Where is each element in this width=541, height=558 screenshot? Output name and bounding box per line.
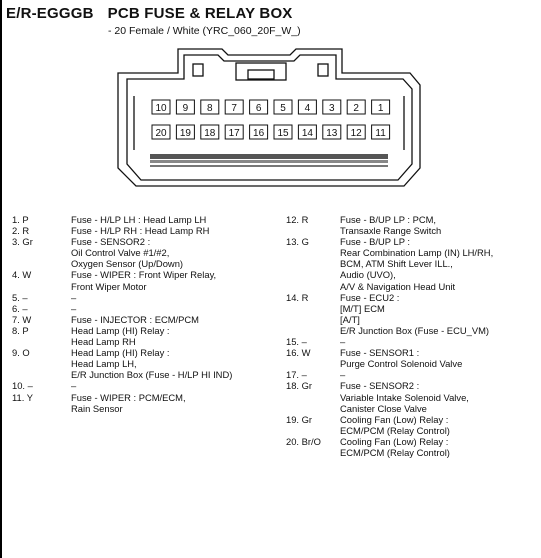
pin-description-line: Fuse - H/LP LH : Head Lamp LH [71,214,207,225]
pin-entry [286,369,538,380]
pin-entry [12,236,282,269]
pin-number: 1 [377,103,384,114]
pin-description-line: E/R Junction Box (Fuse - H/LP HI IND) [71,369,233,381]
pin-number: 13 [326,128,338,139]
pin-description-line: Fuse - WIPER : Front Wiper Relay, [71,269,217,281]
pin-description-line: Transaxle Range Switch [340,225,442,237]
pin-description-line: Rain Sensor [71,402,123,414]
pin-entry [286,292,538,336]
pin-description-line: ECM/PCM (Relay Control) [340,446,450,458]
connector-subtitle: - 20 Female / White (YRC_060_20F_W_) [108,25,301,37]
connector-drawing [0,0,541,200]
pin-number: 19 [179,128,191,139]
pin-number: 5 [280,103,286,114]
pin-description-line: Front Wiper Motor [71,280,147,292]
pin-label: 6. – [12,302,28,314]
pin-description-line: Canister Close Valve [340,402,427,414]
pin-description-line: Head Lamp (HI) Relay : [71,347,170,359]
pin-label: 12. R [286,214,309,225]
pin-label: 14. R [286,291,309,303]
pin-label: 19. Gr [286,413,313,425]
pin-number: 11 [375,128,386,139]
pin-description-line: Fuse - INJECTOR : ECM/PCM [71,313,199,325]
pin-label: 2. R [12,225,30,237]
pin-description-line: E/R Junction Box (Fuse - ECU_VM) [340,324,490,336]
pin-entry [286,436,538,458]
pin-description-line: Purge Control Solenoid Valve [340,358,463,370]
pin-label: 11. Y [12,391,34,403]
pin-entry [12,380,282,391]
pin-description-line: Fuse - ECU2 : [340,291,400,303]
pin-number: 4 [304,103,311,114]
connector-key-left [193,64,203,76]
pin-label: 1. P [12,214,29,225]
pin-entry [12,303,282,314]
connector-code: E/R-EGGGB [6,5,94,22]
pin-description-line: Oil Control Valve #1/#2, [71,247,170,259]
pin-number: 15 [277,128,289,139]
pin-number: 12 [350,128,362,139]
pin-number: 2 [353,103,359,114]
connector-latch [236,63,286,80]
pin-description-line: Cooling Fan (Low) Relay : [340,435,449,447]
pin-description-line: Fuse - WIPER : PCM/ECM, [71,391,186,403]
pin-label: 20. Br/O [286,435,321,447]
pin-description-line: ECM/PCM (Relay Control) [340,424,450,436]
pin-label: 3. Gr [12,236,33,248]
pin-description-line: Variable Intake Solenoid Valve, [340,391,469,403]
pin-label: 7. W [12,313,32,325]
connector-ribbing-2 [150,160,388,163]
connector-latch-inner [248,70,274,79]
pin-number: 3 [329,103,335,114]
pin-description-line: Head Lamp RH [71,336,136,348]
pin-list-left [12,214,282,414]
pin-description-line: BCM, ATM Shift Lever ILL., [340,258,453,270]
pin-number: 7 [231,103,237,114]
pin-label: 10. – [12,380,33,392]
pin-number: 20 [155,128,167,139]
pin-entry [286,214,538,236]
pin-number: 14 [301,128,313,139]
pin-label: 18. Gr [286,380,313,392]
pin-description-line: – [340,369,346,381]
pin-entry [286,236,538,291]
pin-label: 9. O [12,347,30,359]
pin-label: 4. W [12,269,32,281]
pin-entry [286,380,538,413]
pin-description-line: Fuse - B/UP LP : [340,236,410,248]
pin-number: 6 [255,103,262,114]
pin-description-line: Head Lamp LH, [71,358,137,370]
pin-description-line: Audio (UVO), [340,269,396,281]
pin-entry [12,225,282,236]
pin-description-line: Fuse - SENSOR1 : [340,347,420,359]
connector-key-right [318,64,328,76]
pin-entry [286,414,538,436]
pin-number: 10 [155,103,167,114]
connector-ribbing-1 [150,154,388,159]
pin-label: 17. – [286,369,307,381]
pin-description-line: [A/T] [340,313,360,325]
pin-description-line: – [71,291,77,303]
pin-entry [286,336,538,347]
pin-description-line: Cooling Fan (Low) Relay : [340,413,449,425]
pin-description-line: Fuse - B/UP LP : PCM, [340,214,437,225]
connector-name: PCB FUSE & RELAY BOX [107,5,293,22]
pin-number: 16 [253,128,265,139]
pin-description-line: – [71,380,77,392]
pin-list-right [286,214,538,458]
pin-entry [12,392,282,414]
pin-number: 17 [228,128,240,139]
pin-description-line: Fuse - SENSOR2 : [340,380,420,392]
pin-description-line: Fuse - SENSOR2 : [71,236,151,248]
pin-label: 8. P [12,324,29,336]
pin-label: 5. – [12,291,28,303]
pin-entry [12,314,282,325]
pin-label: 16. W [286,347,311,359]
pin-number: 9 [182,103,189,114]
pin-number: 8 [207,103,213,114]
pin-description-line: Fuse - H/LP RH : Head Lamp RH [71,225,210,237]
pin-number: 18 [204,128,216,139]
pin-label: 13. G [286,236,309,248]
pin-description-line: Rear Combination Lamp (IN) LH/RH, [340,247,494,259]
pin-entry [12,269,282,291]
pin-description-line: – [340,336,346,348]
pin-description-line: Head Lamp (HI) Relay : [71,324,170,336]
connector-ribbing-3 [150,165,388,167]
pin-entry [12,214,282,225]
pin-entry [12,347,282,380]
pin-description-line: Oxygen Sensor (Up/Down) [71,258,184,270]
pin-description-line: [M/T] ECM [340,302,385,314]
pin-entry [12,292,282,303]
pin-description-line: – [71,302,77,314]
pin-entry [286,347,538,369]
pin-description-line: A/V & Navigation Head Unit [340,280,456,292]
pin-label: 15. – [286,336,307,348]
pin-entry [12,325,282,347]
